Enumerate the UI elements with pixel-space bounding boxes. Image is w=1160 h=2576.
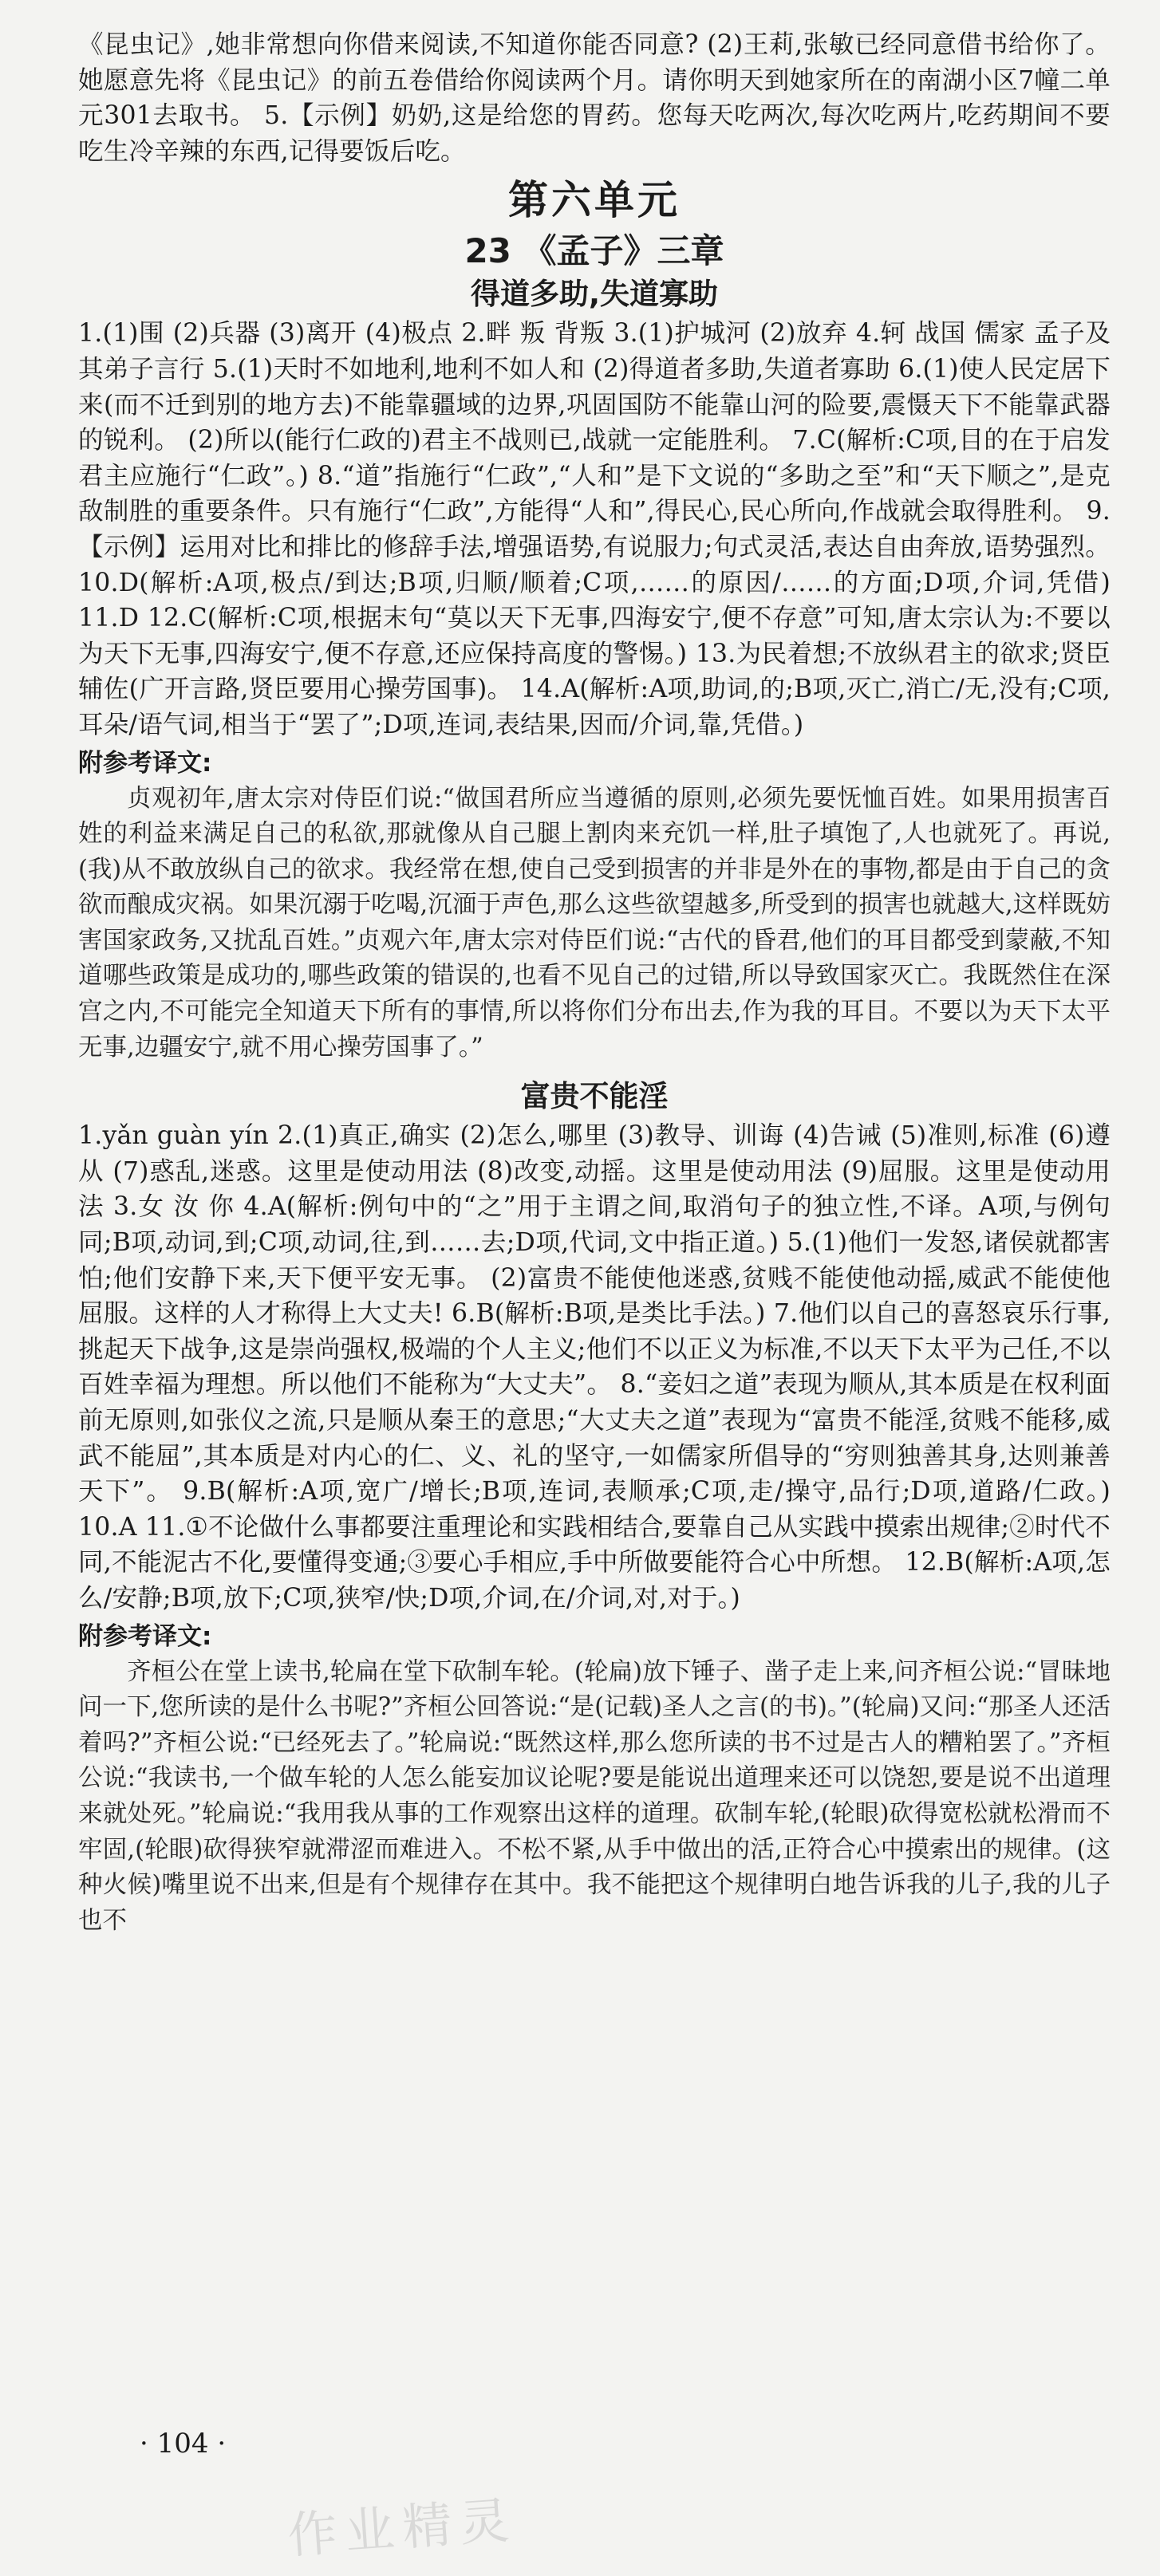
intro-paragraph: 《昆虫记》,她非常想向你借来阅读,不知道你能否同意? (2)王莉,张敏已经同意借书给你了。她愿意先将《昆虫记》的前五卷借给你阅读两个月。请你明天到她家所在的南湖小区7幢二单元301去取书。 5.【示例】奶奶,这是给您的胃药。您每天吃两次,每次吃两片,吃药期间不要吃生冷辛辣的东西,记得要饭后吃。: [78, 30, 1111, 166]
answers-fugui: 1.yǎn guàn yín 2.(1)真正,确实 (2)怎么,哪里 (3)教导、训诲 (4)告诫 (5)准则,标准 (6)遵从 (7)惑乱,迷惑。这里是使动用法 (8)改变,动摇。这里是使动用法 (9)屈服。这里是使动用法 3.女 汝 你 4.A(解析:例句中的“之”用于主谓之间,取消句子的独立性,不译。A项,与例句同;B项,动词,到;C项,动词,往,到……去;D项,代词,文中指正道。) 5.(1)他们一发怒,诸侯就都害怕;他们安静下来,天下便平安无事。 (2)富贵不能使他迷惑,贫贱不能使他动摇,威武不能使他屈服。这样的人才称得上大丈夫! 6.B(解析:B项,是类比手法。) 7.他们以自己的喜怒哀乐行事,挑起天下战争,这是崇尚强权,极端的个人主义;他们不以正义为标准,不以天下太平为己任,不以百姓幸福为理想。所以他们不能称为“大丈夫”。 8.“妾妇之道”表现为顺从,其本质是在权利面前无原则,如张仪之流,只是顺从秦王的意思;“大丈夫之道”表现为“富贵不能淫,贫贱不能移,威武不能屈”,其本质是对内心的仁、义、礼的坚守,一如儒家所倡导的“穷则独善其身,达则兼善天下”。 9.B(解析:A项,宽广/增长;B项,连词,表顺承;C项,走/操守,品行;D项,道路/仁政。) 10.A 11.①不论做什么事都要注重理论和实践相结合,要靠自己从实践中摸索出规律;②时代不同,不能泥古不化,要懂得变通;③要心手相应,手中所做要能符合心中所想。 12.B(解析:A项,怎么/安静;B项,放下;C项,狭窄/快;D项,介词,在/介词,对,对于。): [78, 1121, 1111, 1613]
page-number: · 104 ·: [140, 2428, 227, 2460]
section-title-fugui: 富贵不能淫: [520, 1079, 669, 1114]
section-fugui: [78, 1077, 1111, 1939]
ref-heading-fugui: 附参考译文:: [78, 1621, 212, 1651]
unit-title: 第六单元: [508, 177, 681, 224]
lesson-title: 23 《孟子》三章: [464, 231, 724, 271]
answers-dedao: 1.(1)围 (2)兵器 (3)离开 (4)极点 2.畔 叛 背叛 3.(1)护城河 (2)放弃 4.轲 战国 儒家 孟子及其弟子言行 5.(1)天时不如地利,地利不如人和 (2)得道者多助,失道者寡助 6.(1)使人民定居下来(而不迁到别的地方去)不能靠疆域的边界,巩固国防不能靠山河的险要,震慑天下不能靠武器的锐利。 (2)所以(能行仁政的)君主不战则已,战就一定能胜利。 7.C(解析:C项,目的在于启发君主应施行“仁政”。) 8.“道”指施行“仁政”,“人和”是下文说的“多助之至”和“天下顺之”,是克敌制胜的重要条件。只有施行“仁政”,方能得“人和”,得民心,民心所向,作战就会取得胜利。 9.【示例】运用对比和排比的修辞手法,增强语势,有说服力;句式灵活,表达自由奔放,语势强烈。 10.D(解析:A项,极点/到达;B项,归顺/顺着;C项,……的原因/……的方面;D项,介词,凭借) 11.D 12.C(解析:C项,根据末句“莫以天下无事,四海安宁,便不存意”可知,唐太宗认为:不要以为天下无事,四海安宁,便不存意,还应保持高度的警惕。) 13.为民着想;不放纵君主的欲求;贤臣辅佐(广开言路,贤臣要用心操劳国事)。 14.A(解析:A项,助词,的;B项,灭亡,消亡/无,没有;C项,耳朵/语气词,相当于“罢了”;D项,连词,表结果,因而/介词,靠,凭借。): [78, 319, 1111, 739]
watermark: 作业精灵: [286, 2491, 519, 2565]
translation-dedao: 贞观初年,唐太宗对侍臣们说:“做国君所应当遵循的原则,必须先要怃恤百姓。如果用损害百姓的利益来满足自己的私欲,那就像从自己腿上割肉来充饥一样,肚子填饱了,人也就死了。再说,(我)从不敢放纵自己的欲求。我经常在想,使自己受到损害的并非是外在的事物,都是由于自己的贪欲而酿成灾祸。如果沉溺于吃喝,沉湎于声色,那么这些欲望越多,所受到的损害也就越大,这样既妨害国家政务,又扰乱百姓。”贞观六年,唐太宗对侍臣们说:“古代的昏君,他们的耳目都受到蒙蔽,不知道哪些政策是成功的,哪些政策的错误的,也看不见自己的过错,所以导致国家灭亡。我既然住在深宫之内,不可能完全知道天下所有的事情,所以将你们分布出去,作为我的耳目。不要以为天下太平无事,边疆安宁,就不用心操劳国事了。”: [78, 784, 1111, 1062]
section-dedao: [78, 274, 1111, 1065]
section-title-dedao: 得道多助,失道寡助: [470, 277, 719, 312]
translation-fugui: 齐桓公在堂上读书,轮扁在堂下砍制车轮。(轮扁)放下锤子、凿子走上来,问齐桓公说:“冒昧地问一下,您所读的是什么书呢?”齐桓公回答说:“是(记载)圣人之言(的书)。”(轮扁)又问:“那圣人还活着吗?”齐桓公说:“已经死去了。”轮扁说:“既然这样,那么您所读的书不过是古人的糟粕罢了。”齐桓公说:“我读书,一个做车轮的人怎么能妄加议论呢?要是能说出道理来还可以饶恕,要是说不出道理来就处死。”轮扁说:“我用我从事的工作观察出这样的道理。砍制车轮,(轮眼)砍得宽松就松滑而不牢固,(轮眼)砍得狭窄就滞涩而难进入。不松不紧,从手中做出的活,正符合心中摸索出的规律。(这种火候)嘴里说不出来,但是有个规律存在其中。我不能把这个规律明白地告诉我的儿子,我的儿子也不: [78, 1657, 1111, 1935]
ref-heading-dedao: 附参考译文:: [78, 748, 212, 778]
